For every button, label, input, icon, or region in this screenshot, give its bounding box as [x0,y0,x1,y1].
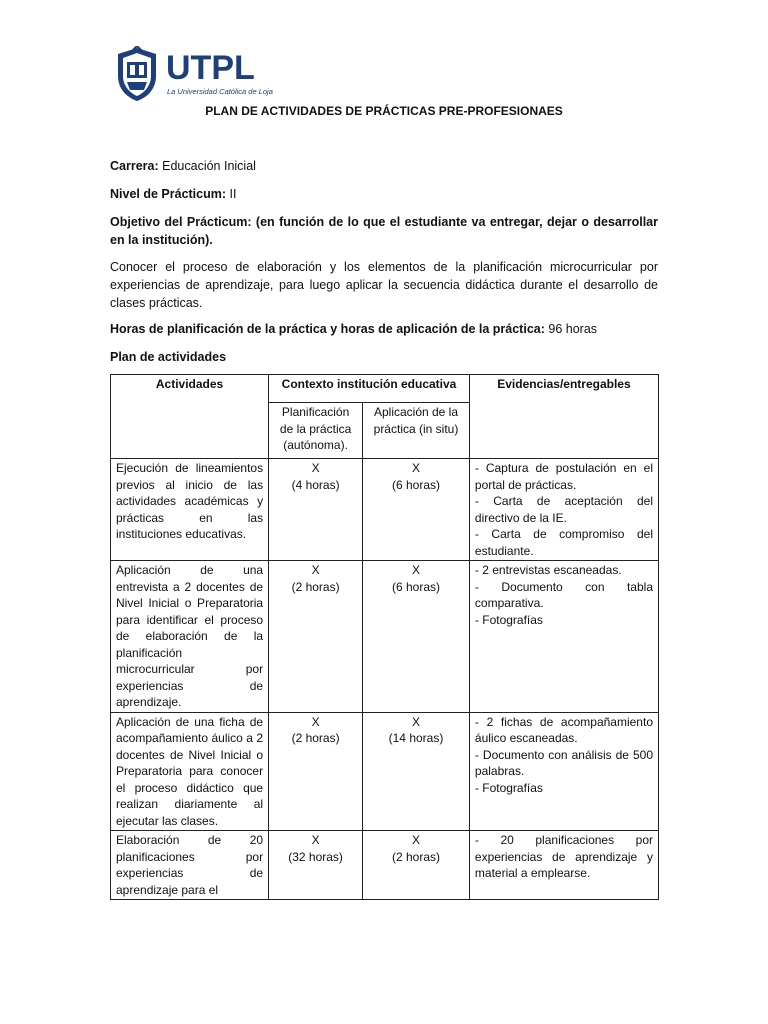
row-activity: Aplicación de una entrevista a 2 docentes de Nivel Inicial o Preparatoria para identificar el proceso de elaboración de la planificación microcurricular por experiencias de aprendizaje. [111,561,269,713]
horas-line [110,320,658,338]
horas-label: Horas de planificación de la práctica y horas de aplicación de la práctica: [110,322,545,336]
horas-value: 96 horas [548,322,598,336]
nivel-line [110,185,658,203]
plan-heading: Plan de actividades [110,350,227,364]
row-evidence: - Captura de postulación en el portal de prácticas. - Carta de aceptación del directivo de la IE. - Carta de compromiso del estudiante. [469,459,658,561]
header-evidencias: Evidencias/entregables [469,375,658,459]
row-apl-cell: X (2 horas) [363,831,470,900]
table-row [111,561,659,713]
row-plan-cell: X (32 horas) [269,831,363,900]
header-planificacion: Planificación de la práctica (autónoma). [269,403,363,459]
utpl-logo [114,46,273,102]
row-plan-cell: X (2 horas) [269,712,363,831]
nivel-label: Nivel de Prácticum: [110,187,227,201]
table-row [111,712,659,831]
header-aplicacion: Aplicación de la práctica (in situ) [363,403,470,459]
carrera-value: Educación Inicial [162,159,256,173]
logo-brand: UTPL [166,49,255,87]
row-activity: Elaboración de 20 planificaciones por experiencias de aprendizaje para el [111,831,269,900]
row-evidence: - 2 entrevistas escaneadas. - Documento con tabla comparativa. - Fotografías [469,561,658,713]
objetivo-text: Conocer el proceso de elaboración y los elementos de la planificación microcurricular por experiencias de aprendizaje, para luego aplicar la secuencia didáctica durante el desarrollo de clases prácticas. [110,260,658,310]
table-row [111,831,659,900]
row-activity: Ejecución de lineamientos previos al inicio de las actividades académicas y prácticas en las instituciones educativas. [111,459,269,561]
row-plan-cell: X (2 horas) [269,561,363,713]
page-title: PLAN DE ACTIVIDADES DE PRÁCTICAS PRE-PROFESIONAES [205,104,563,118]
row-plan-cell: X (4 horas) [269,459,363,561]
header-contexto: Contexto institución educativa [269,375,470,403]
activities-table [110,374,659,900]
nivel-value: II [229,187,237,201]
row-apl-cell: X (6 horas) [363,561,470,713]
row-evidence: - 20 planificaciones por experiencias de aprendizaje y material a emplearse. [469,831,658,900]
table-row [111,459,659,561]
header-actividades: Actividades [111,375,269,459]
university-crest-icon [114,46,160,102]
objetivo-heading: Objetivo del Prácticum: (en función de lo que el estudiante va entregar, dejar o desarrollar en la institución). [110,215,658,247]
carrera-line [110,157,658,175]
carrera-label: Carrera: [110,159,159,173]
row-activity: Aplicación de una ficha de acompañamiento áulico a 2 docentes de Nivel Inicial o Preparatoria para conocer el proceso didáctico que realizan diariamente al ejecutar las clases. [111,712,269,831]
logo-tagline: La Universidad Católica de Loja [167,87,273,96]
row-apl-cell: X (6 horas) [363,459,470,561]
row-evidence: - 2 fichas de acompañamiento áulico escaneadas. - Documento con análisis de 500 palabras. - Fotografías [469,712,658,831]
row-apl-cell: X (14 horas) [363,712,470,831]
